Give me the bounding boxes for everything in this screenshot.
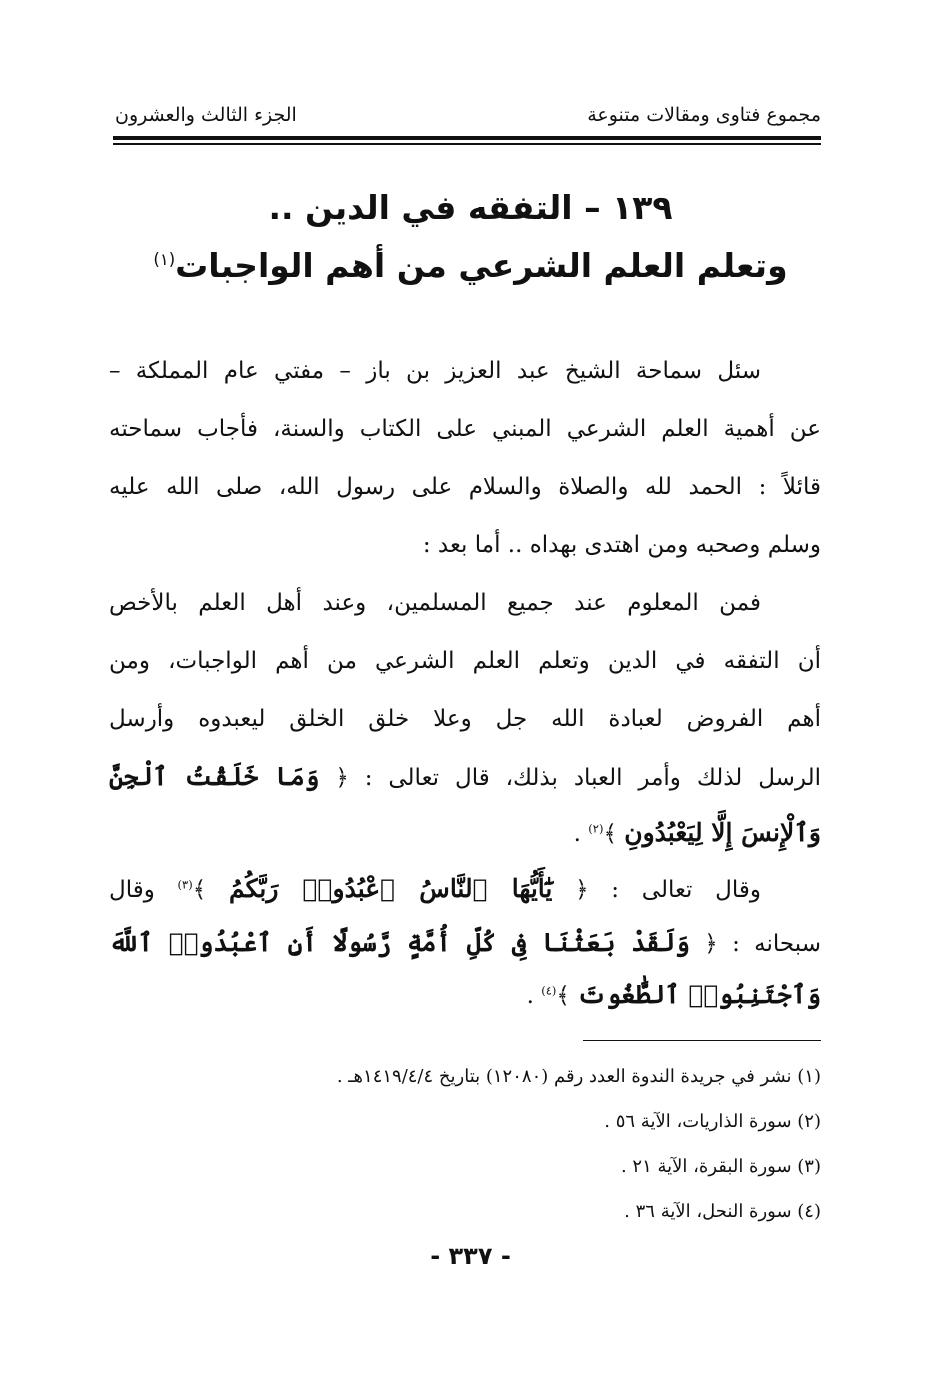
footnote-ref: (٤) [541,983,557,998]
body-line: أن التفقه في الدين وتعلم العلم الشرعي من أهم الواجبات، ومن [109,648,821,674]
quran-bracket: ﴾ [192,877,207,903]
footnote: (١) نشر في جريدة الندوة العدد رقم (١٢٠٨٠) بتاريخ ١٤١٩/٤/٤هـ . [336,1066,821,1087]
body-text: سبحانه : ﴿ [704,931,821,957]
body-line: وَٱجْتَنِبُوا۟ ٱلطَّٰغُوتَ ﴾$^{(٤)}$ . [526,980,821,1009]
page-number: - ٣٣٧ - [430,1242,511,1270]
book-title: مجموع فتاوى ومقالات متنوعة [587,104,821,126]
body-text: وقال [109,877,155,903]
body-line [109,876,761,902]
quran-verse: وَلَقَدْ بَعَثْنَا فِى كُلِّ أُمَّةٍ رَّسُولًا أَنِ ٱعْبُدُوا۟ ٱللَّهَ [109,928,690,957]
body-line: وسلم وصحبه ومن اهتدى بهداه .. أما بعد : [422,532,821,558]
body-line [109,930,821,956]
footnote-ref: (١) [153,250,176,269]
volume-label: الجزء الثالث والعشرون [115,104,297,126]
running-header [115,104,821,134]
header-rule-thick [113,136,821,140]
article-title-line1: ١٣٩ – التفقه في الدين .. [268,188,673,227]
article-title-text: وتعلم العلم الشرعي من أهم الواجبات [175,246,788,285]
quran-bracket: ﴾ [603,821,617,847]
header-rule-thin [113,143,821,145]
article-title-line2 [100,246,841,285]
body-line: أهم الفروض لعبادة الله جل وعلا خلق الخلق ليعبدوه وأرسل [109,706,821,732]
body-text: وقال تعالى : ﴿ [575,877,761,903]
footnote: (٢) سورة الذاريات، الآية ٥٦ . [604,1111,821,1132]
body-line: وَٱلْإِنسَ إِلَّا لِيَعْبُدُونِ ﴾$^{(٢)}$ . [573,818,821,847]
body-line: قائلاً : الحمد لله والصلاة والسلام على رسول الله، صلى الله عليه [109,474,821,500]
footnote: (٤) سورة النحل، الآية ٣٦ . [624,1201,821,1222]
footnote-ref: (٣) [177,877,193,892]
quran-verse: وَٱجْتَنِبُوا۟ ٱلطَّٰغُوتَ [577,980,821,1009]
quran-verse: وَٱلْإِنسَ إِلَّا لِيَعْبُدُونِ [624,818,821,847]
body-line: فمن المعلوم عند جميع المسلمين، وعند أهل العلم بالأخص [109,590,761,616]
quran-bracket: ﴾ [556,983,570,1009]
quran-verse: وَمَا خَلَقْتُ ٱلْجِنَّ [109,762,320,791]
footnote-ref: (٢) [588,821,604,836]
body-line: عن أهمية العلم الشرعي المبني على الكتاب والسنة، فأجاب سماحته [109,416,821,442]
footnote-separator [583,1040,821,1041]
footnote: (٣) سورة البقرة، الآية ٢١ . [620,1156,821,1177]
quran-verse: يَٰٓأَيُّهَا ٱلنَّاسُ ٱعْبُدُوا۟ رَبَّكُمُ [228,874,553,903]
body-line [109,764,821,790]
body-line: سئل سماحة الشيخ عبد العزيز بن باز – مفتي عام المملكة – [109,358,761,384]
body-text: الرسل لذلك وأمر العباد بذلك، قال تعالى : ﴿ [335,765,821,791]
